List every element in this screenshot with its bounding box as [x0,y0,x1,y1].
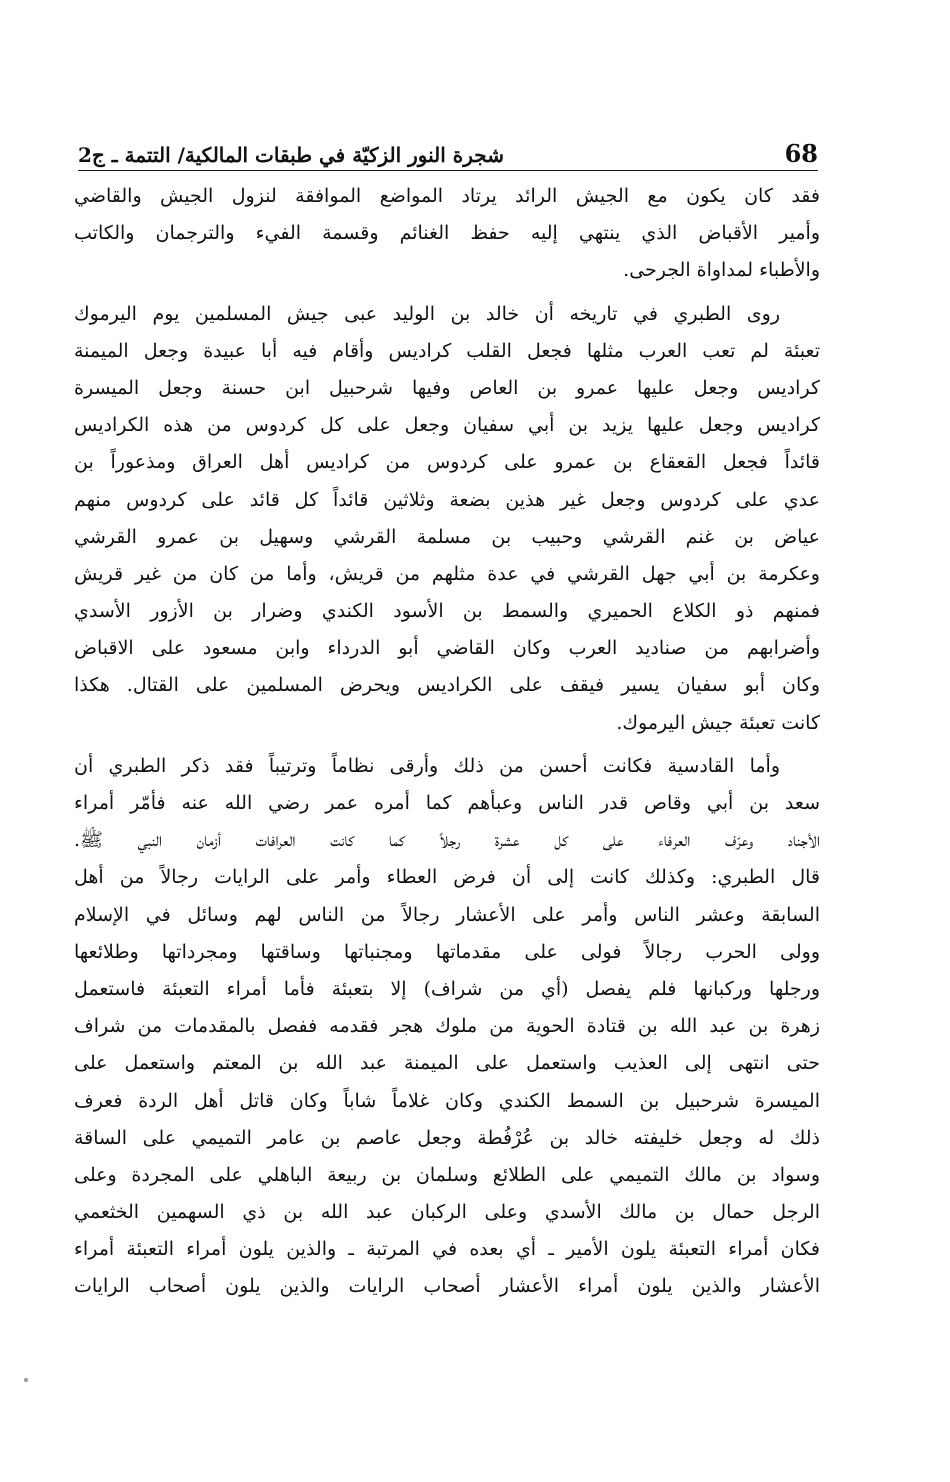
text-line: سعد بن أبي وقاص قدر الناس وعبأهم كما أمره عمر رضي الله عنه فأمّر أمراء [74,792,820,814]
margin-speck [24,1378,28,1382]
text-line: ورجلها وركبانها فلم يفصل (أي من شراف) إلا بتعبئة فأما أمراء التعبئة فاستعمل [74,977,820,1000]
text-line: الرجل حمال بن مالك الأسدي وعلى الركبان عبد الله بن ذي السهمين الخثعمي [74,1201,820,1224]
text-line: الأعشار والذين يلون أمراء الأعشار أصحاب الرايات والذين يلون أصحاب الرايات [74,1275,820,1298]
page-header [78,120,818,171]
text-line: الأجناد وعرّف العرفاء على كل عشرة رجلاً كما كانت العرافات أزمان النبي ﷺ. [74,829,820,852]
text-line: كراديس وجعل عليها عمرو بن العاص وفيها شرحبيل ابن حسنة وجعل الميسرة [74,376,820,399]
text-line: حتى انتهى إلى العذيب واستعمل على الميمنة عبد الله بن المعتم واستعمل على [74,1052,820,1075]
text-line: فمنهم ذو الكلاع الحميري والسمط بن الأسود الكندي وضرار بن الأزور الأسدي [74,600,820,623]
text-line: زهرة بن عبد الله بن قتادة الحوية من ملوك هجر فقدمه ففصل بالمقدمات من شراف [74,1015,820,1038]
text-line: وأضرابهم من صناديد العرب وكان القاضي أبو الدرداء وابن مسعود على الاقباض [74,637,820,660]
text-line: وسواد بن مالك التميمي على الطلائع وسلمان بن ربيعة الباهلي على المجردة وعلى [74,1163,820,1186]
text-line: وأمير الأقباض الذي ينتهي إليه حفظ الغنائم وقسمة الفيء والترجمان والكاتب [74,222,820,245]
text-line: قال الطبري: وكذلك كانت إلى أن فرض العطاء وأمر على الرايات رجالاً من أهل [74,866,820,889]
text-line: وعكرمة بن أبي جهل القرشي في عدة مثلهم من قريش، وأما من كان من غير قريش [74,562,820,585]
text-line: كانت تعبئة جيش اليرموك. [616,711,820,734]
text-line: فكان أمراء التعبئة يلون الأمير ـ أي بعده في المرتبة ـ والذين يلون أمراء التعبئة أمراء [74,1238,820,1261]
body-text [74,178,820,1306]
text-line: عياض بن غنم القرشي وحبيب بن مسلمة القرشي وسهيل بن عمرو القرشي [74,525,820,548]
text-line: روى الطبري في تاريخه أن خالد بن الوليد عبى جيش المسلمين يوم اليرموك [74,302,780,325]
text-line: تعبئة لم تعب العرب مثلها فجعل القلب كراديس وأقام فيه أبا عبيدة وجعل الميمنة [74,339,820,362]
text-line: وكان أبو سفيان يسير فيقف على الكراديس ويحرض المسلمين على القتال. هكذا [74,674,820,697]
page-number: 68 [784,139,818,168]
text-line: السابقة وعشر الناس وأمر على الأعشار رجالاً من الناس لهم وسائل في الإسلام [74,903,820,926]
text-line: كراديس وجعل عليها يزيد بن أبي سفيان وجعل على كل كردوس من هذه الكراديس [74,414,820,437]
text-line: ذلك له وجعل خليفته خالد بن عُرْفُطة وجعل عاصم بن عامر التميمي على الساقة [74,1126,820,1149]
text-line: والأطباء لمداواة الجرحى. [623,259,820,282]
text-line: وأما القادسية فكانت أحسن من ذلك وأرقى نظاماً وترتيباً فقد ذكر الطبري أن [74,754,780,777]
text-line: عدي على كردوس وجعل غير هذين بضعة وثلاثين قائداً كل قائد على كردوس منهم [74,488,820,511]
text-line: الميسرة شرحبيل بن السمط الكندي وكان غلاماً شاباً وكان قاتل أهل الردة فعرف [74,1089,820,1112]
text-line: قائداً فجعل القعقاع بن عمرو على كردوس من كراديس أهل العراق ومذعوراً بن [74,451,820,474]
running-title: شجرة النور الزكيّة في طبقات المالكية/ التتمة ـ ج2 [78,143,504,167]
text-line: فقد كان يكون مع الجيش الرائد يرتاد المواضع الموافقة لنزول الجيش والقاضي [74,185,820,207]
text-line: وولى الحرب رجالاً فولى على مقدماتها ومجنباتها وساقتها ومجرداتها وطلائعها [74,940,820,963]
